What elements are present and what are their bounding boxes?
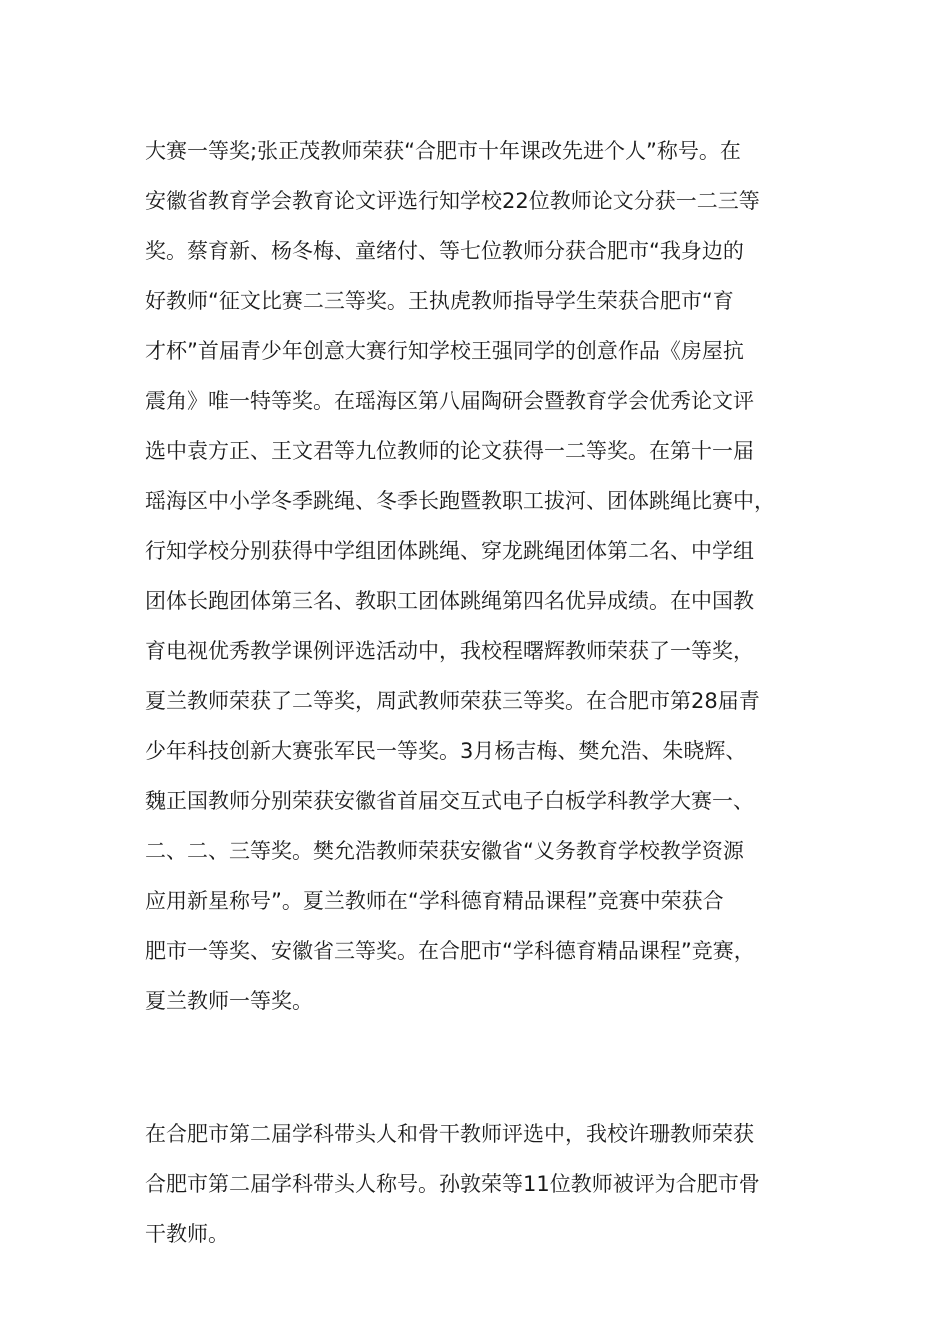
paragraph-line: 二、二、三等奖。樊允浩教师荣获安徽省“义务教育学校教学资源 (145, 839, 744, 863)
paragraph-line: 团体长跑团体第三名、教职工团体跳绳第四名优异成绩。在中国教 (145, 589, 754, 613)
paragraph-line: 合肥市第二届学科带头人称号。孙敦荣等11位教师被评为合肥市骨 (145, 1172, 760, 1196)
paragraph-line: 大赛一等奖;张正茂教师荣获“合肥市十年课改先进个人”称号。在 (145, 139, 741, 163)
paragraph-line: 干教师。 (145, 1222, 229, 1246)
paragraph-line: 选中袁方正、王文君等九位教师的论文获得一二等奖。在第十一届 (145, 439, 754, 463)
paragraph-line: 好教师“征文比赛二三等奖。王执虎教师指导学生荣获合肥市“育 (145, 289, 734, 313)
paragraph-line: 夏兰教师荣获了二等奖，周武教师荣获三等奖。在合肥市第28届青 (145, 689, 760, 713)
paragraph-line: 夏兰教师一等奖。 (145, 989, 313, 1013)
paragraph-line: 震角》唯一特等奖。在瑶海区第八届陶研会暨教育学会优秀论文评 (145, 389, 754, 413)
paragraph-line: 才杯”首届青少年创意大赛行知学校王强同学的创意作品《房屋抗 (145, 339, 744, 363)
paragraph-line: 瑶海区中小学冬季跳绳、冬季长跑暨教职工拔河、团体跳绳比赛中， (145, 489, 775, 513)
paragraph-line: 奖。蔡育新、杨冬梅、童绪付、等七位教师分获合肥市“我身边的 (145, 239, 744, 263)
paragraph-line: 行知学校分别获得中学组团体跳绳、穿龙跳绳团体第二名、中学组 (145, 539, 754, 563)
paragraph-awards (145, 126, 830, 1026)
paragraph-backbone-teachers (145, 1109, 830, 1259)
paragraph-line: 安徽省教育学会教育论文评选行知学校22位教师论文分获一二三等 (145, 189, 760, 213)
paragraph-line: 应用新星称号”。夏兰教师在“学科德育精品课程”竞赛中荣获合 (145, 889, 724, 913)
paragraph-line: 少年科技创新大赛张军民一等奖。3月杨吉梅、樊允浩、朱晓辉、 (145, 739, 747, 763)
paragraph-line: 魏正国教师分别荣获安徽省首届交互式电子白板学科教学大赛一、 (145, 789, 754, 813)
paragraph-line: 在合肥市第二届学科带头人和骨干教师评选中，我校许珊教师荣获 (145, 1122, 754, 1146)
paragraph-line: 育电视优秀教学课例评选活动中，我校程曙辉教师荣获了一等奖， (145, 639, 754, 663)
paragraph-line: 肥市一等奖、安徽省三等奖。在合肥市“学科德育精品课程”竞赛， (145, 939, 755, 963)
